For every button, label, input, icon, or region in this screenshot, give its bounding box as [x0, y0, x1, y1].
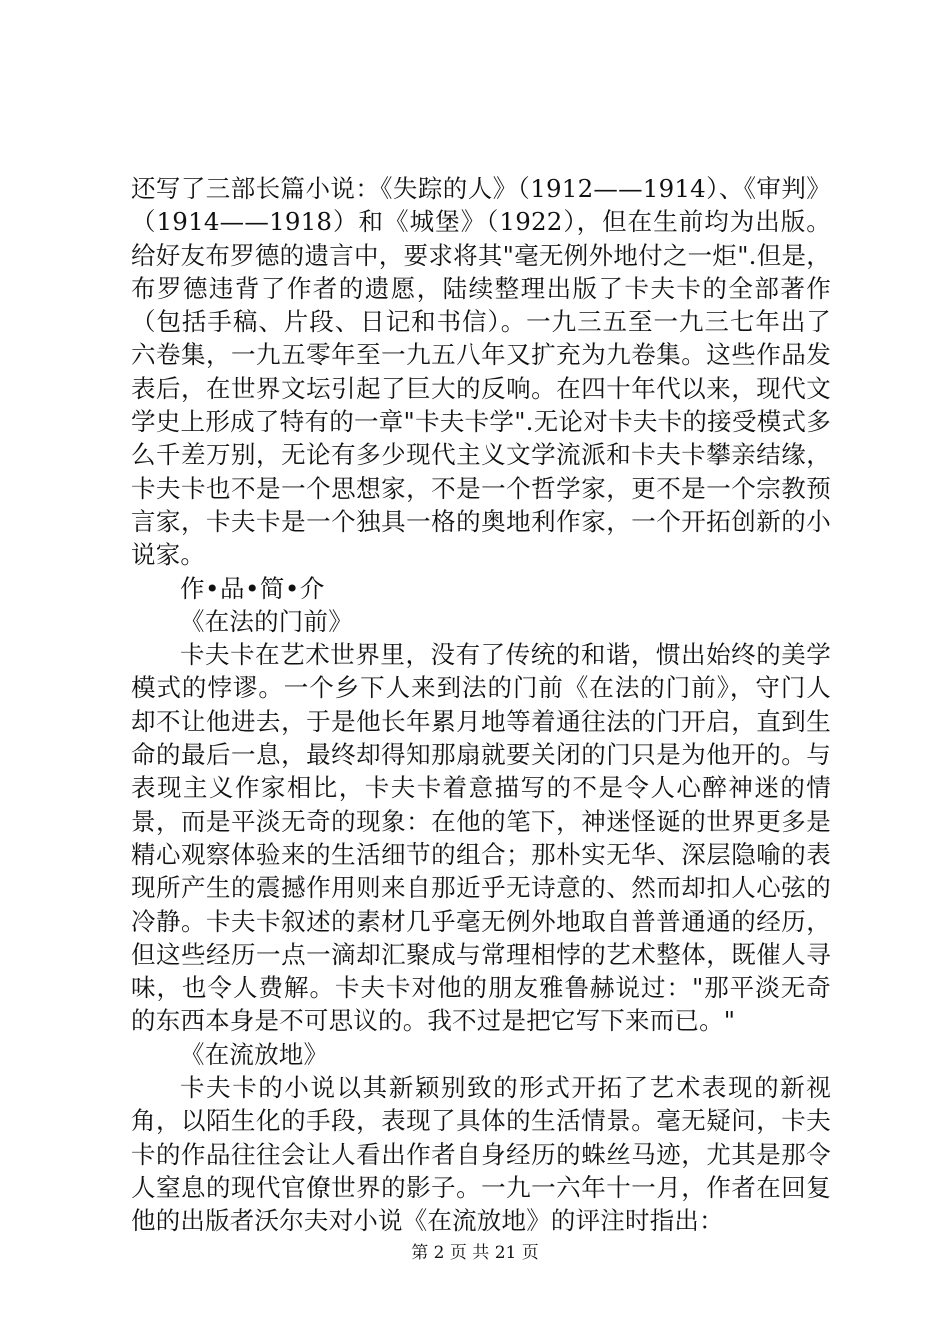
paragraph-intro-continued: 还写了三部长篇小说：《失踪的人》（1912——1914）、《审判》（1914——1918）和《城堡》（1922），但在生前均为出版。给好友布罗德的遗言中，要求将其"毫无例外地付之一炬".但是，布罗德违背了作者的遗愿，陆续整理出版了卡夫卡的全部著作（包括手稿、片段、日记和书信）。一九三五至一九三七年出了六卷集，一九五零年至一九五八年又扩充为九卷集。这些作品发表后，在世界文坛引起了巨大的反响。在四十年代以来，现代文学史上形成了特有的一章"卡夫卡学".无论对卡夫卡的接受模式多么千差万别，无论有多少现代主义文学流派和卡夫卡攀亲结缘，卡夫卡也不是一个思想家，不是一个哲学家，更不是一个宗教预言家，卡夫卡是一个独具一格的奥地利作家，一个开拓创新的小说家。 — [131, 174, 831, 570]
page-number-footer: 第 2 页 共 21 页 — [411, 1243, 539, 1263]
work-title-in-the-penal-colony: 《在流放地》 — [180, 1039, 329, 1069]
document-body — [131, 172, 831, 1238]
paragraph-in-the-penal-colony: 卡夫卡的小说以其新颖别致的形式开拓了艺术表现的新视角，以陌生化的手段，表现了具体的生活情景。毫无疑问，卡夫卡的作品往往会让人看出作者自身经历的蛛丝马迹，尤其是那令人窒息的现代官僚世界的影子。一九一六年十一月，作者在回复他的出版者沃尔夫对小说《在流放地》的评注时指出： — [131, 1073, 831, 1236]
section-heading-works-intro: 作•品•简•介 — [180, 573, 325, 603]
paragraph-before-the-law: 卡夫卡在艺术世界里，没有了传统的和谐，惯出始终的美学模式的悖谬。一个乡下人来到法的门前《在法的门前》，守门人却不让他进去，于是他长年累月地等着通往法的门开启，直到生命的最后一息，最终却得知那扇就要关闭的门只是为他开的。与表现主义作家相比，卡夫卡着意描写的不是令人心醉神迷的情景，而是平淡无奇的现象：在他的笔下，神迷怪诞的世界更多是精心观察体验来的生活细节的组合；那朴实无华、深层隐喻的表现所产生的震撼作用则来自那近乎无诗意的、然而却扣人心弦的冷静。卡夫卡叙述的素材几乎毫无例外地取自普普通通的经历，但这些经历一点一滴却汇聚成与常理相悖的艺术整体，既催人寻味，也令人费解。卡夫卡对他的朋友雅鲁赫说过："那平淡无奇的东西本身是不可思议的。我不过是把它写下来而已。" — [131, 640, 831, 1036]
work-title-before-the-law: 《在法的门前》 — [180, 606, 353, 636]
